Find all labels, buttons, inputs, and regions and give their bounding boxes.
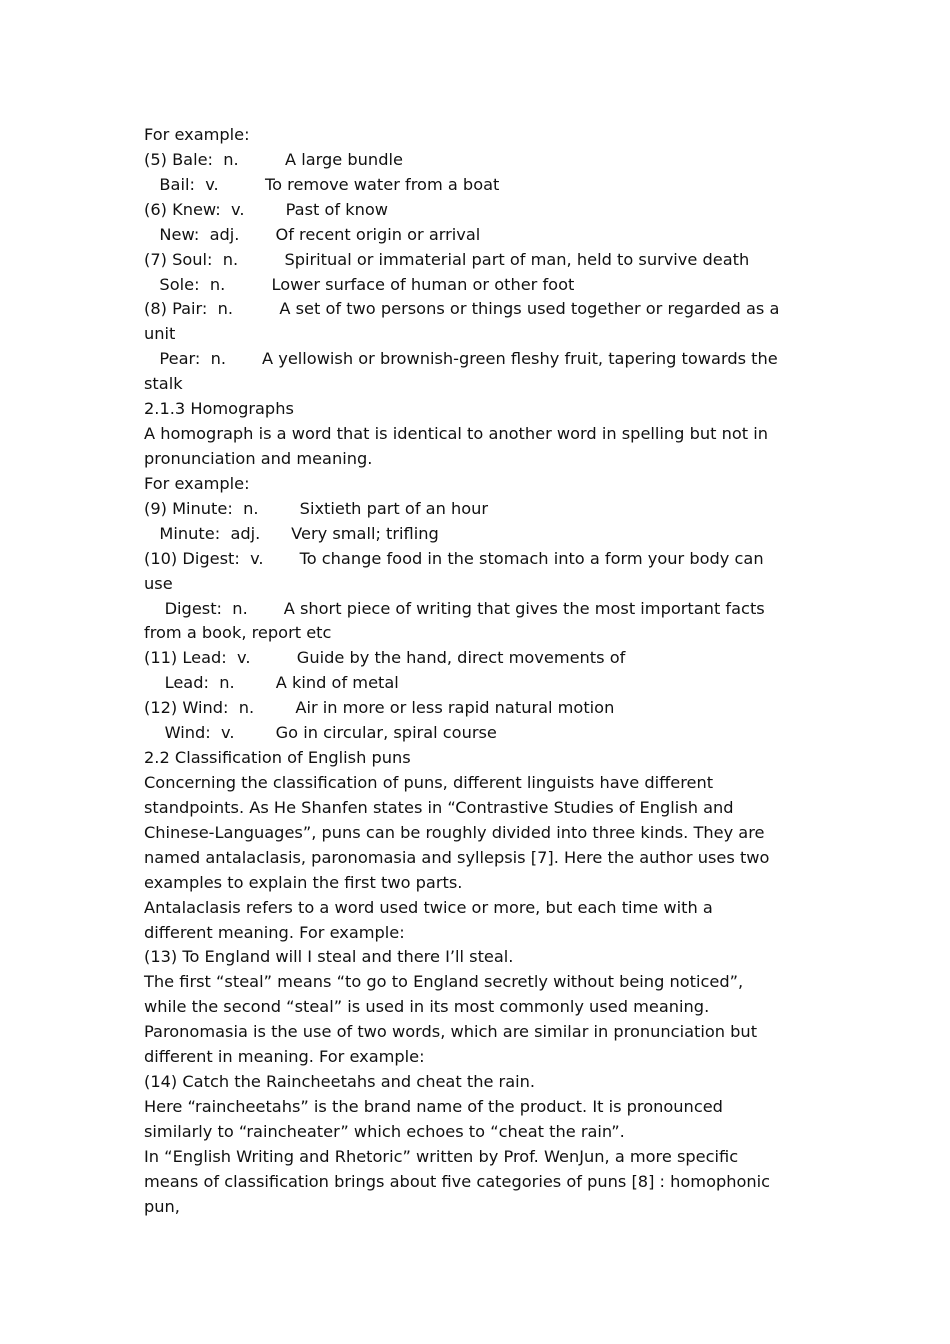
text-line: (8) Pair: n. A set of two persons or things used together or regarded as a [144,299,780,319]
text-line: (14) Catch the Raincheetahs and cheat the rain. [144,1072,536,1092]
text-line: Antalaclasis refers to a word used twice or more, but each time with a [144,897,713,917]
text-line: In “English Writing and Rhetoric” written by Prof. WenJun, a more specific [144,1146,739,1166]
text-line: Bail: v. To remove water from a boat [144,174,500,194]
text-line: A homograph is a word that is identical to another word in spelling but not in [144,424,769,444]
section-heading: 2.1.3 Homographs [144,399,294,419]
text-line: pronunciation and meaning. [144,448,373,468]
text-line: Here “raincheetahs” is the brand name of the product. It is pronounced [144,1096,723,1116]
text-line: examples to explain the first two parts. [144,872,463,892]
text-line: Sole: n. Lower surface of human or other foot [144,274,575,294]
text-line: stalk [144,374,183,394]
text-line: For example: [144,125,250,144]
text-line: different meaning. For example: [144,922,405,942]
text-line: Concerning the classification of puns, different linguists have different [144,772,714,792]
text-line: use [144,573,173,593]
text-line: (7) Soul: n. Spiritual or immaterial part of man, held to survive death [144,249,750,269]
text-line: Wind: v. Go in circular, spiral course [144,723,497,743]
text-line: from a book, report etc [144,623,332,643]
text-line: Pear: n. A yellowish or brownish-green fleshy fruit, tapering towards the [144,349,778,369]
text-line: means of classification brings about five categories of puns [8] : homophonic [144,1171,771,1191]
text-line: pun, [144,1196,180,1216]
text-line: (9) Minute: n. Sixtieth part of an hour [144,498,489,518]
text-line: named antalaclasis, paronomasia and syllepsis [7]. Here the author uses two [144,847,770,867]
text-line: The first “steal” means “to go to England secretly without being noticed”, [144,972,744,992]
text-line: (12) Wind: n. Air in more or less rapid natural motion [144,698,615,718]
text-line: while the second “steal” is used in its most commonly used meaning. [144,997,710,1017]
text-line: different in meaning. For example: [144,1047,425,1067]
text-line: unit [144,324,176,344]
text-line: Paronomasia is the use of two words, which are similar in pronunciation but [144,1022,758,1042]
text-line: (10) Digest: v. To change food in the stomach into a form your body can [144,548,764,568]
text-line: Digest: n. A short piece of writing that gives the most important facts [144,598,765,618]
text-line: New: adj. Of recent origin or arrival [144,224,481,244]
text-line: For example: [144,473,250,493]
text-line: similarly to “raincheater” which echoes to “cheat the rain”. [144,1121,625,1141]
text-line: Lead: n. A kind of metal [144,673,399,693]
text-line: (13) To England will I steal and there I’ll steal. [144,947,514,967]
text-line: (5) Bale: n. A large bundle [144,149,403,169]
text-line: (11) Lead: v. Guide by the hand, direct movements of [144,648,626,668]
text-line: Chinese-Languages”, puns can be roughly divided into three kinds. They are [144,822,765,842]
text-line: (6) Knew: v. Past of know [144,199,389,219]
document-page [144,123,812,1220]
text-line: Minute: adj. Very small; trifling [144,523,439,543]
section-heading: 2.2 Classification of English puns [144,748,411,768]
text-line: standpoints. As He Shanfen states in “Contrastive Studies of English and [144,797,734,817]
